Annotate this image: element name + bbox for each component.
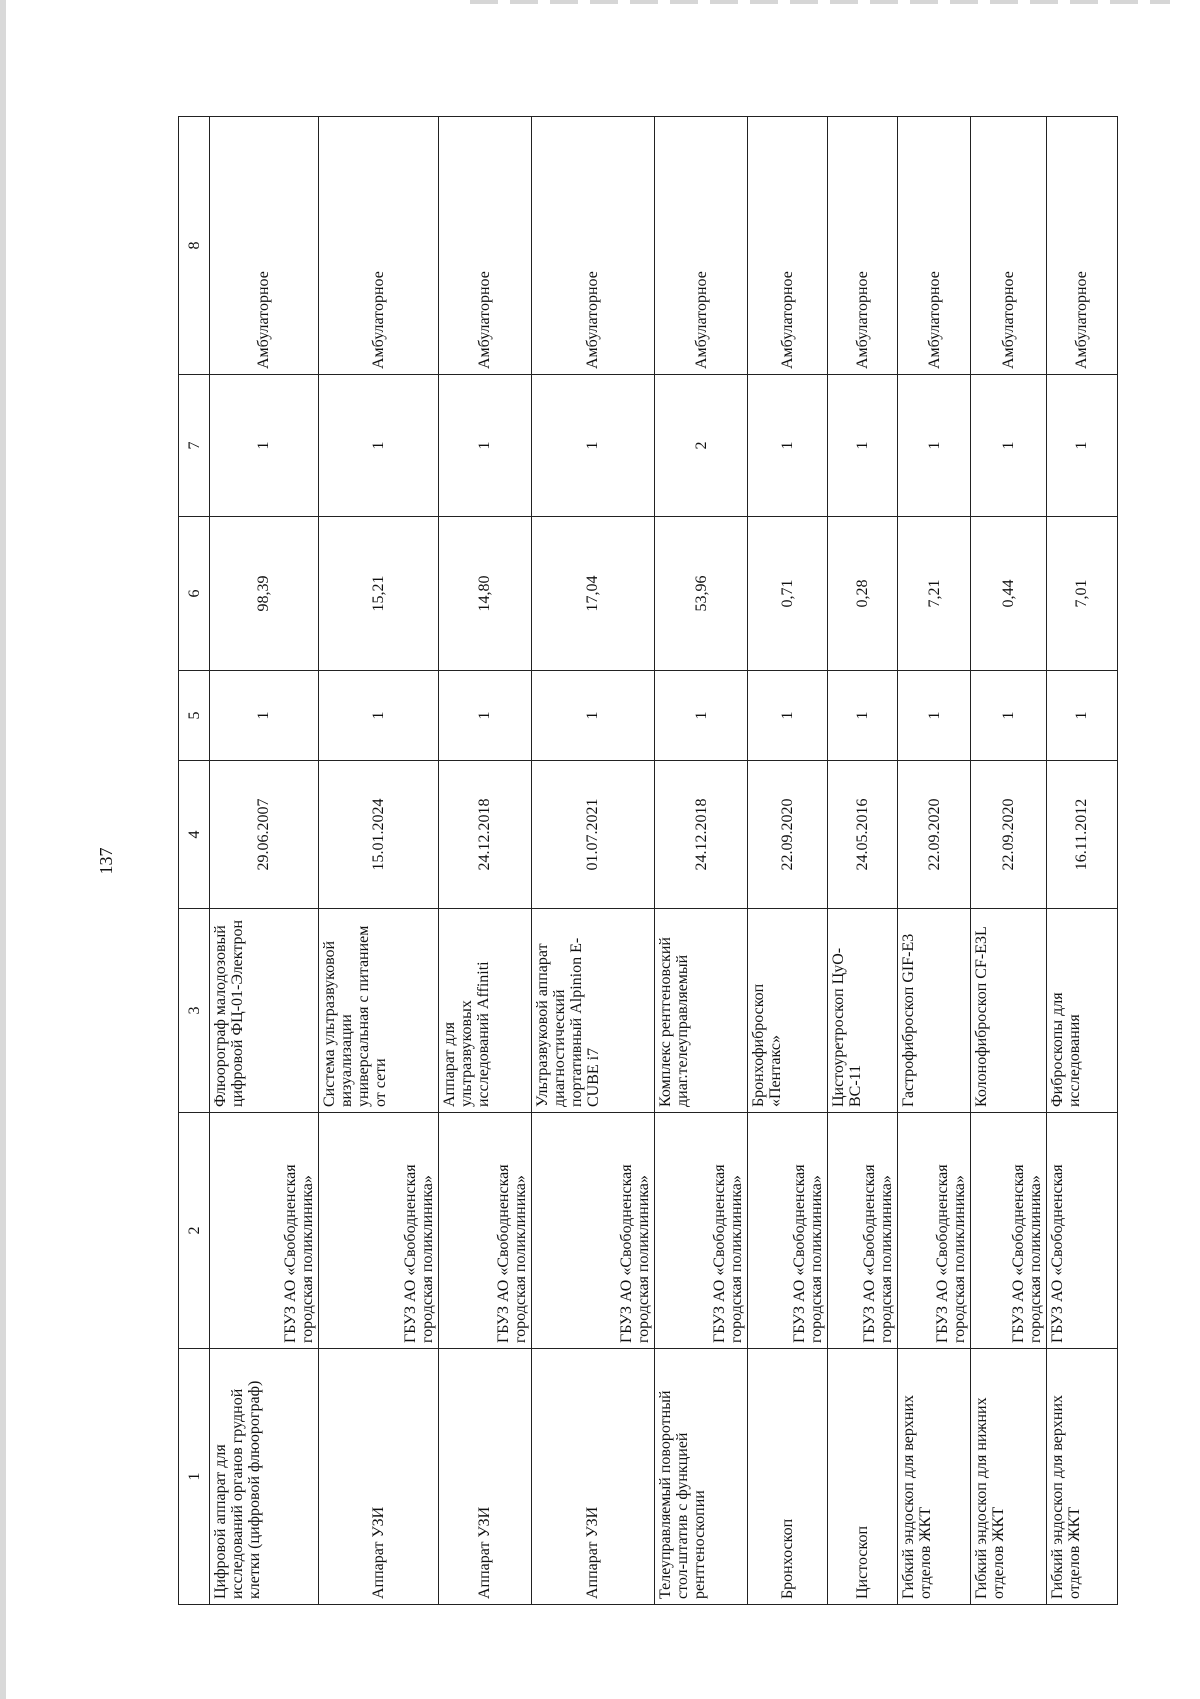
quantity-cell: 1 [827,375,897,517]
quantity-cell: 1 [971,375,1046,517]
care-type-cell: Амбулаторное [898,117,971,375]
table-row [827,117,897,1605]
scan-top-artifact [470,0,1170,4]
care-type-cell: Амбулаторное [971,117,1046,375]
table-row [748,117,828,1605]
value-cell: 53,96 [655,517,748,671]
table-row [655,117,748,1605]
header-cell: 7 [179,375,210,517]
quantity-cell: 2 [655,375,748,517]
count-cell: 1 [318,671,438,761]
table-row [1046,117,1117,1605]
table-row [439,117,531,1605]
quantity-cell: 1 [318,375,438,517]
equipment-type-cell: Телеуправляемый поворотный стол-штатив с функцией рентгеноскопии [655,1349,748,1605]
header-cell: 3 [179,909,210,1113]
quantity-cell: 1 [1046,375,1117,517]
rotated-table-container [178,117,1118,1605]
model-cell: Комплекс рентгеновский диаг.телеуправляемый [655,909,748,1113]
count-cell: 1 [210,671,319,761]
model-cell: Цистоуретроскоп ЦуО-ВС-11 [827,909,897,1113]
care-type-cell: Амбулаторное [318,117,438,375]
count-cell: 1 [898,671,971,761]
organization-cell: ГБУЗ АО «Свободненская городская поликлиника» [531,1113,655,1349]
date-cell: 24.05.2016 [827,761,897,909]
organization-cell: ГБУЗ АО «Свободненская городская поликлиника» [655,1113,748,1349]
date-cell: 24.12.2018 [439,761,531,909]
header-cell: 4 [179,761,210,909]
table-row [531,117,655,1605]
value-cell: 7,01 [1046,517,1117,671]
header-cell: 2 [179,1113,210,1349]
header-cell: 8 [179,117,210,375]
organization-cell: ГБУЗ АО «Свободненская городская поликлиника» [827,1113,897,1349]
date-cell: 22.09.2020 [898,761,971,909]
model-cell: Ультразвуковой аппарат диагностический портативный Alpinion E-CUBE i7 [531,909,655,1113]
count-cell: 1 [971,671,1046,761]
equipment-table [178,116,1118,1605]
organization-cell: ГБУЗ АО «Свободненская городская поликлиника» [210,1113,319,1349]
value-cell: 0,71 [748,517,828,671]
quantity-cell: 1 [439,375,531,517]
value-cell: 98,39 [210,517,319,671]
quantity-cell: 1 [210,375,319,517]
count-cell: 1 [1046,671,1117,761]
organization-cell: ГБУЗ АО «Свободненская городская поликлиника» [439,1113,531,1349]
equipment-type-cell: Аппарат УЗИ [439,1349,531,1605]
value-cell: 0,28 [827,517,897,671]
value-cell: 15,21 [318,517,438,671]
date-cell: 22.09.2020 [971,761,1046,909]
date-cell: 24.12.2018 [655,761,748,909]
equipment-type-cell: Аппарат УЗИ [531,1349,655,1605]
count-cell: 1 [531,671,655,761]
count-cell: 1 [655,671,748,761]
scan-page-edge [0,0,6,1699]
organization-cell: ГБУЗ АО «Свободненская городская поликлиника» [748,1113,828,1349]
value-cell: 17,04 [531,517,655,671]
model-cell: Флюорограф малодозовый цифровой ФЦ-01-Электрон [210,909,319,1113]
quantity-cell: 1 [748,375,828,517]
count-cell: 1 [827,671,897,761]
page-number: 137 [96,847,116,875]
care-type-cell: Амбулаторное [531,117,655,375]
equipment-type-cell: Гибкий эндоскоп для верхних отделов ЖКТ [898,1349,971,1605]
organization-cell: ГБУЗ АО «Свободненская городская поликлиника» [898,1113,971,1349]
equipment-type-cell: Гибкий эндоскоп для нижних отделов ЖКТ [971,1349,1046,1605]
equipment-type-cell: Гибкий эндоскоп для верхних отделов ЖКТ [1046,1349,1117,1605]
care-type-cell: Амбулаторное [439,117,531,375]
care-type-cell: Амбулаторное [827,117,897,375]
care-type-cell: Амбулаторное [748,117,828,375]
model-cell: Бронхофиброскоп «Пентакс» [748,909,828,1113]
quantity-cell: 1 [898,375,971,517]
header-cell: 6 [179,517,210,671]
date-cell: 16.11.2012 [1046,761,1117,909]
date-cell: 15.01.2024 [318,761,438,909]
equipment-type-cell: Цифровой аппарат для исследований органов грудной клетки (цифровой флюорограф) [210,1349,319,1605]
equipment-type-cell: Аппарат УЗИ [318,1349,438,1605]
header-row [179,117,210,1605]
header-cell: 1 [179,1349,210,1605]
table-row [210,117,319,1605]
equipment-type-cell: Цистоскоп [827,1349,897,1605]
organization-cell: ГБУЗ АО «Свободненская городская поликлиника» [971,1113,1046,1349]
quantity-cell: 1 [531,375,655,517]
date-cell: 29.06.2007 [210,761,319,909]
date-cell: 22.09.2020 [748,761,828,909]
model-cell: Колонофиброскоп CF-E3L [971,909,1046,1113]
model-cell: Фиброскопы для исследования [1046,909,1117,1113]
table-row [898,117,971,1605]
header-cell: 5 [179,671,210,761]
count-cell: 1 [439,671,531,761]
value-cell: 7,21 [898,517,971,671]
care-type-cell: Амбулаторное [210,117,319,375]
table-row [971,117,1046,1605]
value-cell: 0,44 [971,517,1046,671]
table-row [318,117,438,1605]
count-cell: 1 [748,671,828,761]
care-type-cell: Амбулаторное [655,117,748,375]
model-cell: Гастрофиброскоп GIF-E3 [898,909,971,1113]
organization-cell: ГБУЗ АО «Свободненская городская поликлиника» [318,1113,438,1349]
date-cell: 01.07.2021 [531,761,655,909]
model-cell: Аппарат для ультразвуковых исследований Affiniti [439,909,531,1113]
care-type-cell: Амбулаторное [1046,117,1117,375]
model-cell: Система ультразвуковой визуализации универсальная с питанием от сети [318,909,438,1113]
value-cell: 14,80 [439,517,531,671]
equipment-type-cell: Бронхоскоп [748,1349,828,1605]
organization-cell: ГБУЗ АО «Свободненская [1046,1113,1117,1349]
